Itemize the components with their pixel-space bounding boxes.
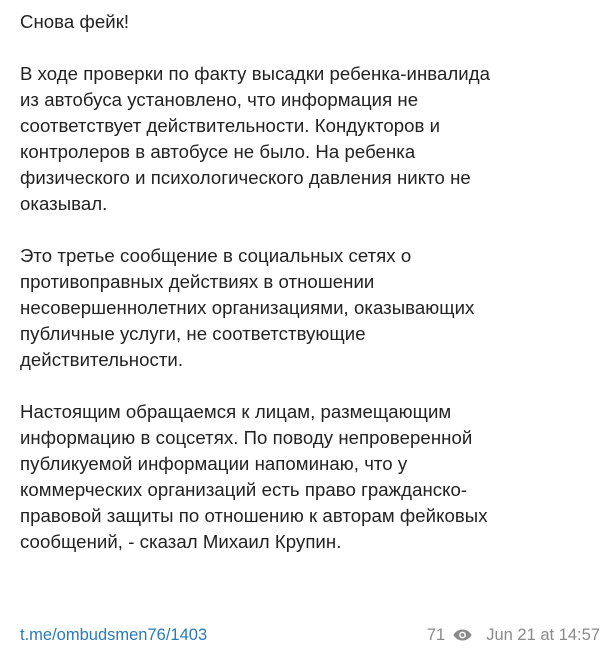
eye-icon xyxy=(453,628,472,642)
post-body xyxy=(20,9,600,555)
view-count: 71 xyxy=(426,625,446,644)
post-paragraph-2: Это третье сообщение в социальных сетях о противоправных действиях в отношении несовершеннолетних организациями, оказывающих публичные услуги, не соответствующие действительности. xyxy=(20,245,475,370)
post-meta xyxy=(427,626,600,645)
post-paragraph-3: Настоящим обращаемся к лицам, размещающим информацию в соцсетях. По поводу непроверенной публикуемой информации напоминаю, что у коммерческих организаций есть право гражданско- правовой защиты по отношению к авторам фейковых сообщений, - сказал Михаил Крупин. xyxy=(20,401,488,552)
post-link[interactable]: t.me/ombudsmen76/1403 xyxy=(20,625,208,644)
post-paragraph-title: Снова фейк! xyxy=(20,11,130,32)
post-footer xyxy=(20,624,600,646)
post-paragraph-1: В ходе проверки по факту высадки ребенка-инвалида из автобуса установлено, что информация не соответствует действительности. Кондукторов и контролеров в автобусе не было. На ребенка физического и психологического давления никто не оказывал. xyxy=(20,63,491,214)
post-timestamp: Jun 21 at 14:57 xyxy=(486,625,600,644)
